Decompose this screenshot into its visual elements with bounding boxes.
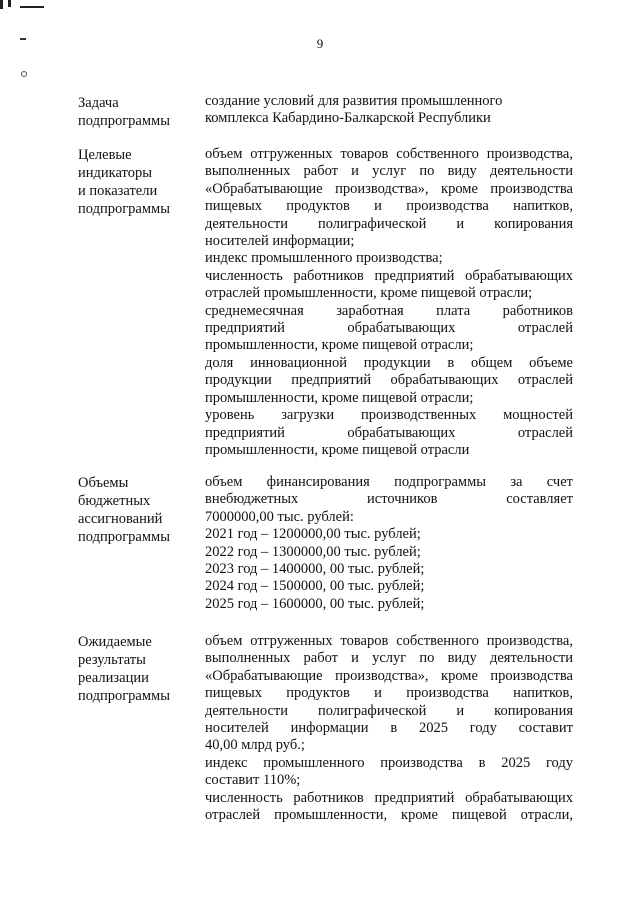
content-line: 2023 год – 1400000, 00 тыс. рублей; — [205, 561, 425, 578]
content-line: 7000000,00 тыс. рублей: — [205, 508, 354, 525]
content-line: внебюджетных источников составляет — [205, 491, 573, 508]
content-line: среднемесячная заработная плата работников — [205, 302, 573, 319]
row-content — [205, 633, 573, 824]
content-line: предприятий обрабатывающих отраслей — [205, 424, 573, 441]
content-line: деятельности полиграфической и копирования — [205, 702, 573, 719]
content-line: промышленности, кроме пищевой отрасли; — [205, 337, 474, 354]
row-label: Целевые индикаторы и показатели подпрограммы — [78, 147, 170, 217]
row-label: Задача подпрограммы — [78, 95, 170, 129]
content-line: составит 110%; — [205, 772, 301, 789]
content-line: отраслей промышленности, кроме пищевой отрасли; — [205, 285, 533, 302]
row-label: Объемы бюджетных ассигнований подпрограммы — [78, 475, 170, 545]
content-line: предприятий обрабатывающих отраслей — [205, 320, 573, 337]
row-content — [205, 93, 573, 128]
content-line: носителей информации; — [205, 233, 355, 250]
content-line: «Обрабатывающие производства», кроме производства — [205, 667, 573, 684]
content-line: носителей информации в 2025 году составит — [205, 720, 573, 737]
row-content — [205, 146, 573, 459]
content-line: 2021 год – 1200000,00 тыс. рублей; — [205, 526, 421, 543]
page-number: 9 — [316, 36, 324, 51]
content-line: продукции предприятий обрабатывающих отраслей — [205, 372, 573, 389]
content-line: объем финансирования подпрограммы за счет — [205, 474, 573, 490]
content-line: отраслей промышленности, кроме пищевой отрасли, — [205, 807, 573, 824]
content-line: численность работников предприятий обрабатывающих — [205, 267, 573, 284]
content-line: 2024 год – 1500000, 00 тыс. рублей; — [205, 578, 425, 595]
content-line: промышленности, кроме пищевой отрасли; — [205, 389, 474, 406]
content-line: уровень загрузки производственных мощностей — [205, 407, 573, 424]
content-line: пищевых продуктов и производства напитков, — [205, 685, 573, 702]
row-content — [205, 474, 573, 613]
content-line: 2025 год – 1600000, 00 тыс. рублей; — [205, 595, 425, 612]
content-line: пищевых продуктов и производства напитков, — [205, 198, 573, 215]
content-line: промышленности, кроме пищевой отрасли — [205, 441, 470, 458]
content-line: 2022 год – 1300000,00 тыс. рублей; — [205, 543, 421, 560]
content-line: численность работников предприятий обрабатывающих — [205, 789, 573, 806]
row-label: Ожидаемые результаты реализации подпрограммы — [78, 634, 170, 704]
content-line: объем отгруженных товаров собственного производства, — [205, 146, 573, 162]
content-line: индекс промышленного производства в 2025 году — [205, 754, 573, 771]
content-line: 40,00 млрд руб.; — [205, 737, 305, 754]
content-line: объем отгруженных товаров собственного производства, — [205, 633, 573, 649]
content-line: комплекса Кабардино-Балкарской Республики — [205, 110, 491, 127]
scan-dot-mark — [21, 71, 27, 77]
content-line: выполненных работ и услуг по виду деятельности — [205, 163, 573, 180]
scan-corner-mark — [0, 0, 46, 10]
content-line: индекс промышленного производства; — [205, 250, 443, 267]
content-line: «Обрабатывающие производства», кроме производства — [205, 180, 573, 197]
content-line: доля инновационной продукции в общем объеме — [205, 354, 573, 371]
content-line: создание условий для развития промышленного — [205, 93, 503, 109]
content-line: выполненных работ и услуг по виду деятельности — [205, 650, 573, 667]
content-line: деятельности полиграфической и копирования — [205, 215, 573, 232]
